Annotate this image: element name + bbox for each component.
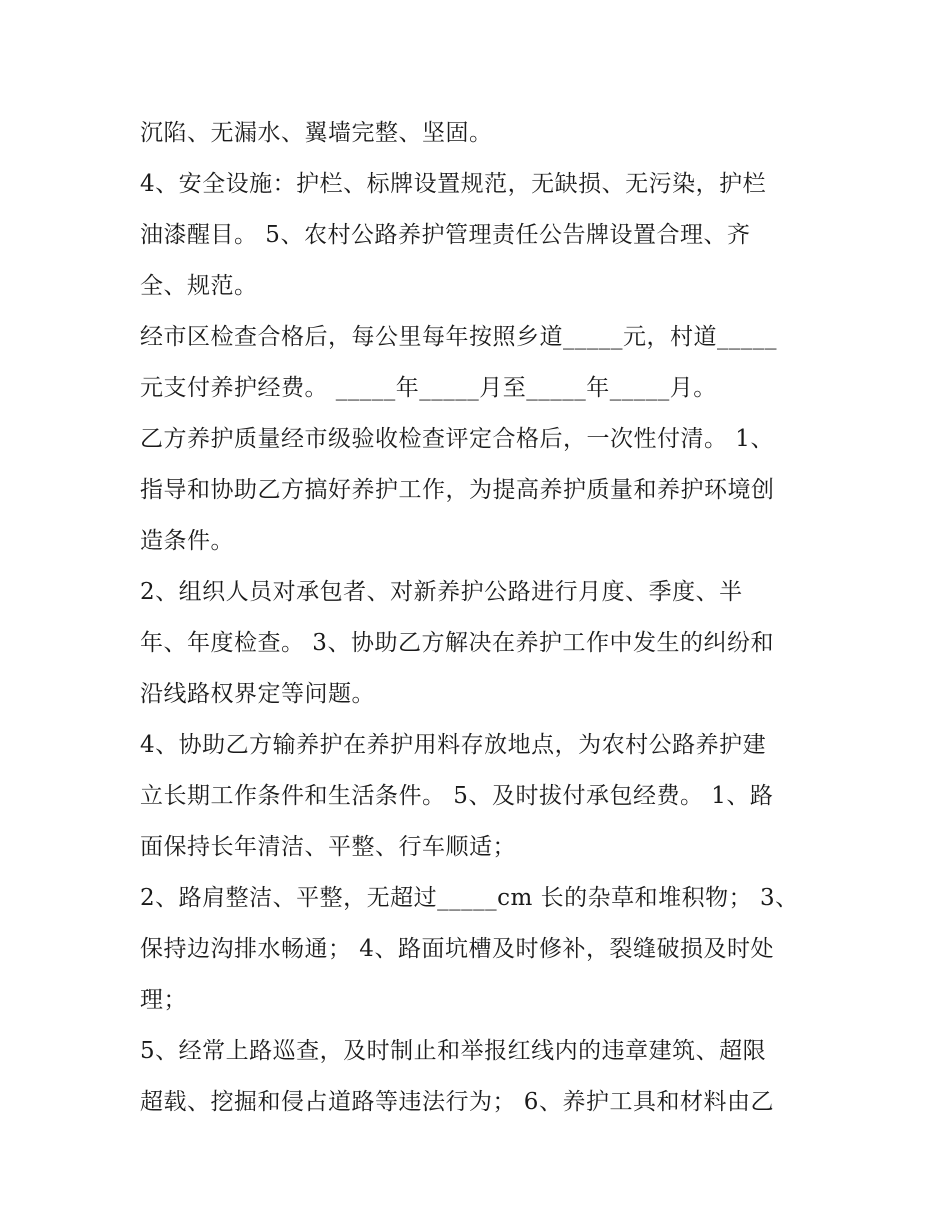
text-line: 保持边沟排水畅通； 4、路面坑槽及时修补，裂缝破损及时处 [140, 936, 774, 962]
text-line: 指导和协助乙方搞好养护工作，为提高养护质量和养护环境创 [140, 477, 775, 503]
text-line: 超载、挖掘和侵占道路等违法行为； 6、养护工具和材料由乙 [140, 1089, 774, 1115]
text-line: 2、组织人员对承包者、对新养护公路进行月度、季度、半 [140, 579, 743, 605]
text-line: 沿线路权界定等问题。 [140, 681, 375, 707]
text-line: 4、协助乙方输养护在养护用料存放地点，为农村公路养护建 [140, 732, 767, 758]
text-line: 油漆醒目。 5、农村公路养护管理责任公告牌设置合理、齐 [140, 222, 751, 248]
text-line: 经市区检查合格后，每公里每年按照乡道_____元，村道_____ [140, 324, 777, 350]
text-line: 乙方养护质量经市级验收检查评定合格后，一次性付清。 1、 [140, 426, 774, 452]
text-line: 2、路肩整洁、平整，无超过_____cm 长的杂草和堆积物； 3、 [140, 885, 799, 911]
text-line: 沉陷、无漏水、翼墙完整、坚固。 [140, 120, 493, 146]
text-line: 年、年度检查。 3、协助乙方解决在养护工作中发生的纠纷和 [140, 630, 774, 656]
text-line: 面保持长年清洁、平整、行车顺适； [140, 834, 516, 860]
text-line: 全、规范。 [140, 273, 258, 299]
text-line: 4、安全设施：护栏、标牌设置规范，无缺损、无污染，护栏 [140, 171, 767, 197]
text-line: 5、经常上路巡查，及时制止和举报红线内的违章建筑、超限 [140, 1038, 767, 1064]
document-body [140, 108, 820, 1128]
text-line: 造条件。 [140, 528, 234, 554]
text-line: 立长期工作条件和生活条件。 5、及时拔付承包经费。 1、路 [140, 783, 774, 809]
text-line: 元支付养护经费。 _____年_____月至_____年_____月。 [140, 375, 717, 401]
text-line: 理； [140, 987, 187, 1013]
